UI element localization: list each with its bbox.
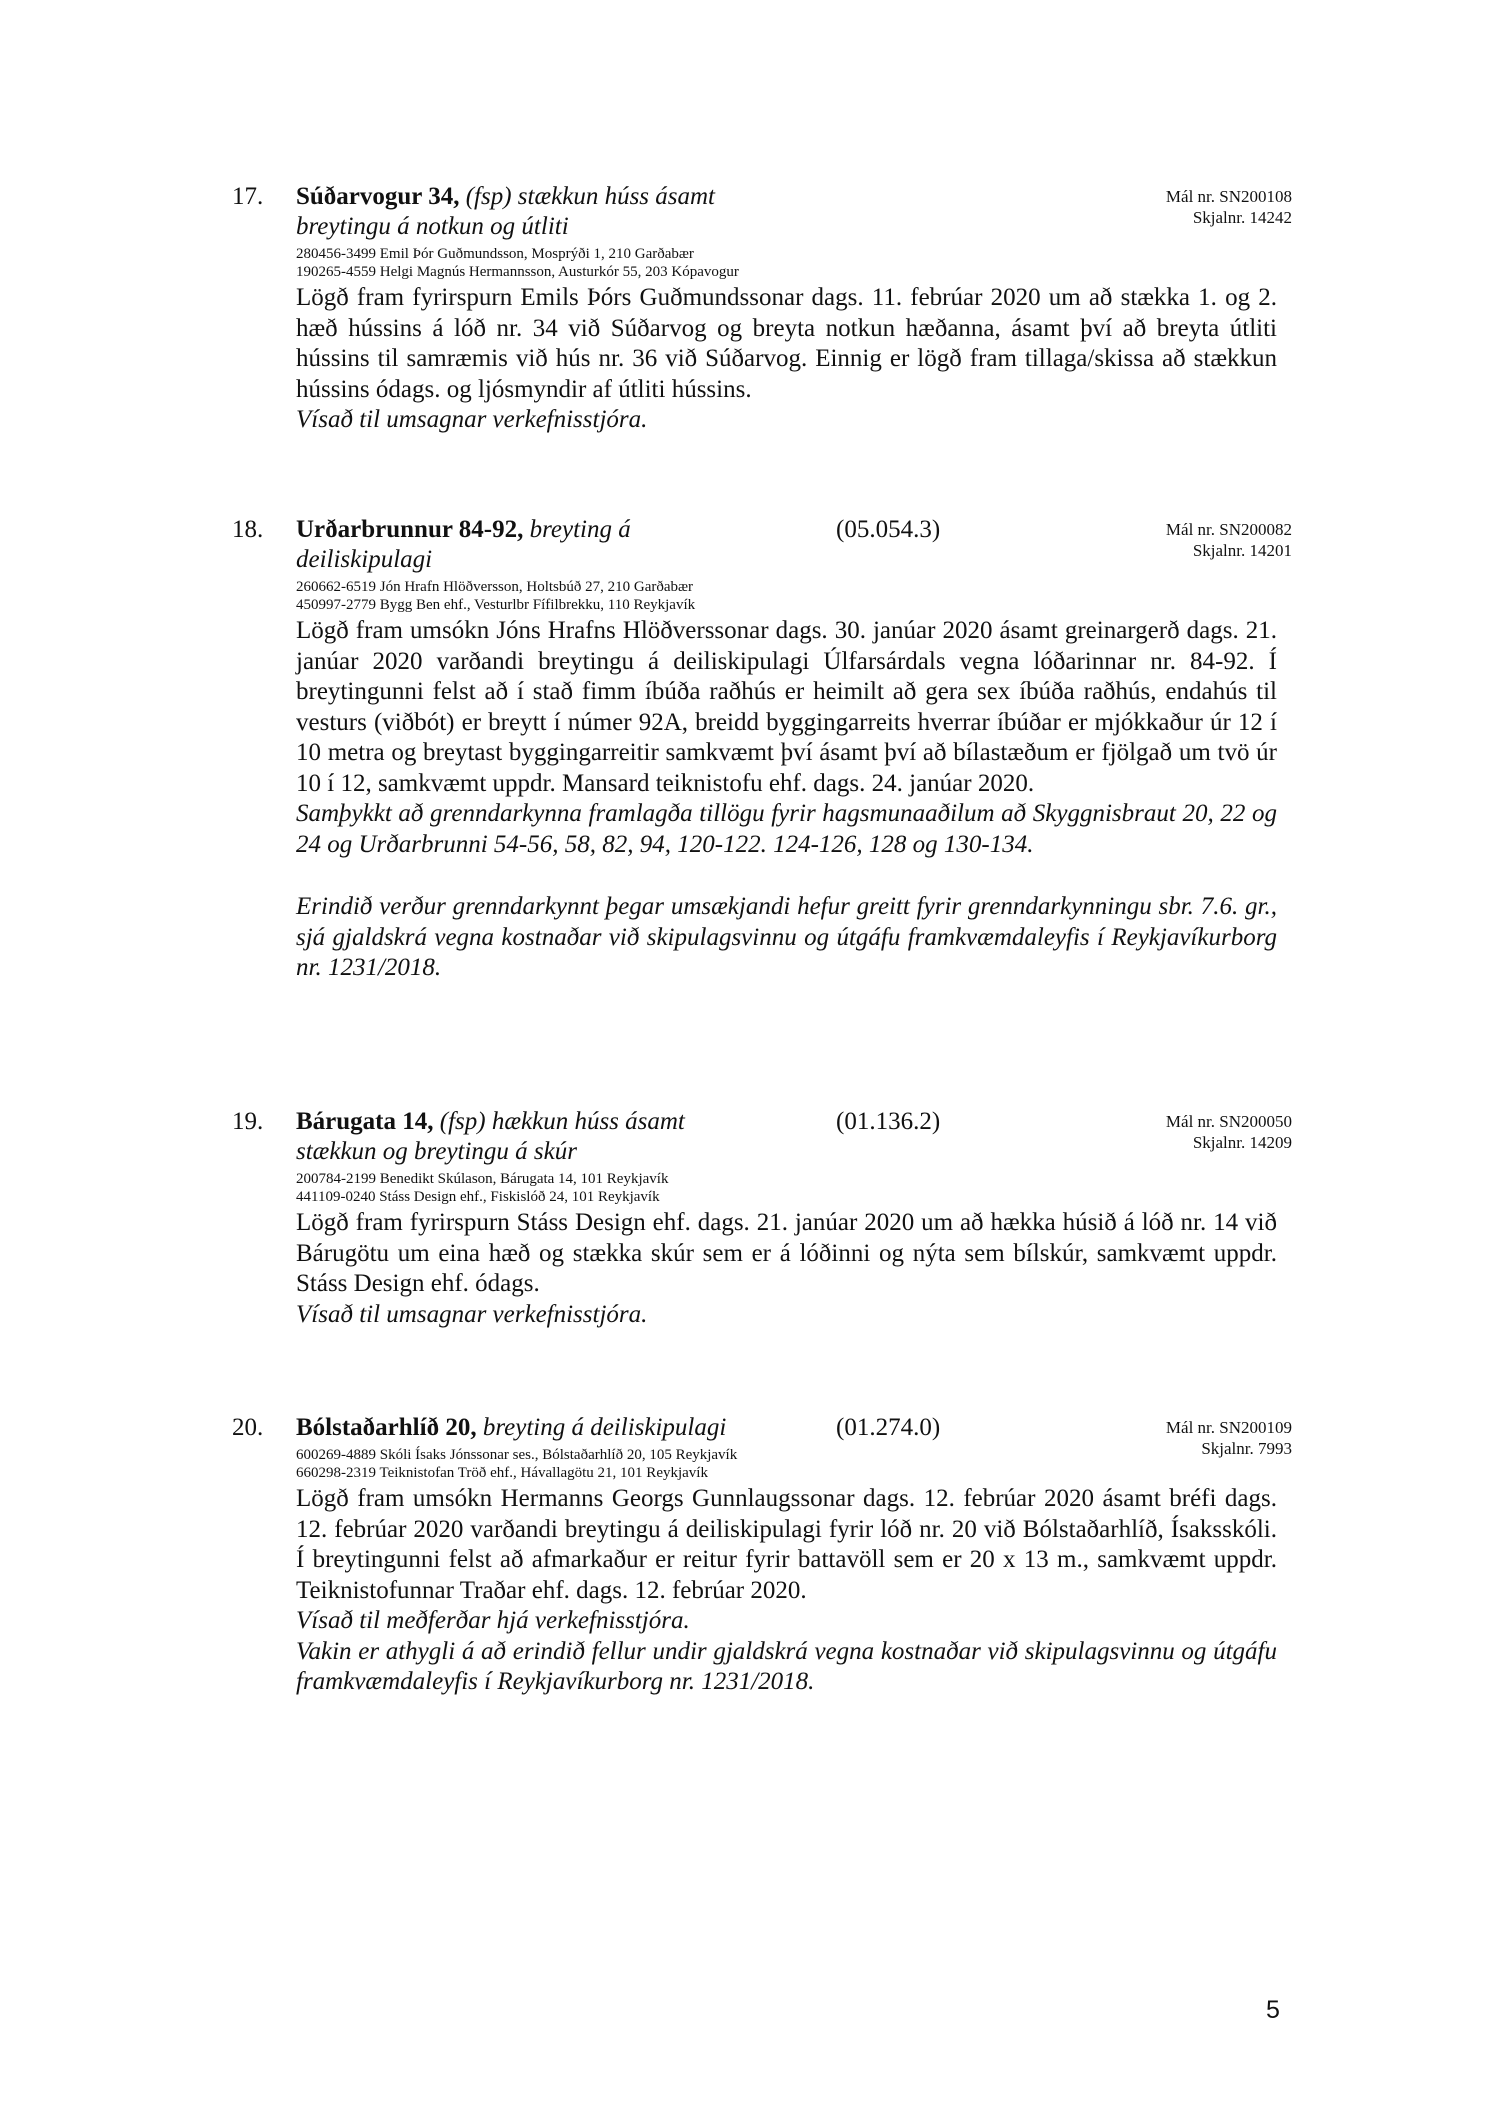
item-decision: Vísað til umsagnar verkefnisstjóra.: [296, 406, 648, 433]
applicant-list: [296, 578, 1256, 614]
agenda-item-17: [232, 182, 1292, 436]
item-description-continued: breytingu á notkun og útliti: [296, 213, 569, 240]
agenda-item-20: [232, 1413, 1292, 1698]
item-number: 18.: [232, 516, 264, 543]
item-number: 19.: [232, 1108, 264, 1135]
item-body: [296, 616, 1277, 984]
applicant-line: 450997-2779 Bygg Ben ehf., Vesturlbr Fífilbrekku, 110 Reykjavík: [296, 597, 696, 613]
applicant-line: 600269-4889 Skóli Ísaks Jónssonar ses., Bólstaðarhlíð 20, 105 Reykjavík: [296, 1447, 738, 1463]
item-description: (fsp) stækkun húss ásamt: [465, 183, 716, 210]
item-address: Súðarvogur 34,: [296, 183, 460, 210]
lot-code: (01.274.0): [836, 1414, 941, 1441]
item-number: 20.: [232, 1414, 264, 1441]
agenda-item-18: [232, 515, 1292, 984]
item-decision-note: Erindið verður grenndarkynnt þegar umsækjandi hefur greitt fyrir grenndarkynningu sbr. 7.6. gr., sjá gjaldskrá vegna kostnaðar við skipulagsvinnu og útgáfu framkvæmdaleyfis í Reykjavíkurborg nr. 1231/2018.: [296, 893, 1277, 981]
item-decision-note: Vakin er athygli á að erindið fellur undir gjaldskrá vegna kostnaðar við skipulagsvinnu og útgáfu framkvæmdaleyfis í Reykjavíkurborg nr. 1231/2018.: [296, 1637, 1277, 1695]
document-number: Skjalnr. 14242: [1192, 208, 1292, 227]
item-body: [296, 1484, 1277, 1698]
item-address: Bólstaðarhlíð 20,: [296, 1414, 477, 1441]
item-body-text: Lögð fram fyrirspurn Emils Þórs Guðmundssonar dags. 11. febrúar 2020 um að stækka 1. og 2. hæð hússins á lóð nr. 34 við Súðarvog og breyta notkun hæðanna, ásamt því að breyta útliti hússins til samræmis við hús nr. 36 við Súðarvog. Einnig er lögð fram tillaga/skissa að stækkun hússins ódags. og ljósmyndir af útliti hússins.: [296, 284, 1277, 403]
applicant-line: 200784-2199 Benedikt Skúlason, Bárugata 14, 101 Reykjavík: [296, 1171, 669, 1187]
lot-code: (01.136.2): [836, 1108, 941, 1135]
item-address: Urðarbrunnur 84-92,: [296, 516, 524, 543]
item-body-text: Lögð fram fyrirspurn Stáss Design ehf. dags. 21. janúar 2020 um að hækka húsið á lóð nr. 14 við Bárugötu um eina hæð og stækka skúr sem er á lóðinni og nýta sem bílskúr, samkvæmt uppdr. Stáss Design ehf. ódags.: [296, 1209, 1277, 1297]
applicant-list: [296, 245, 1256, 281]
item-decision: Vísað til meðferðar hjá verkefnisstjóra.: [296, 1607, 690, 1634]
applicant-line: 441109-0240 Stáss Design ehf., Fiskislóð 24, 101 Reykjavík: [296, 1189, 660, 1205]
item-number: 17.: [232, 183, 264, 210]
item-description: breyting á: [529, 516, 631, 543]
applicant-line: 260662-6519 Jón Hrafn Hlöðversson, Holtsbúð 27, 210 Garðabær: [296, 579, 694, 595]
applicant-list: [296, 1446, 1256, 1482]
item-description-continued: deiliskipulagi: [296, 546, 433, 573]
item-body-text: Lögð fram umsókn Hermanns Georgs Gunnlaugssonar dags. 12. febrúar 2020 ásamt bréfi dags. 12. febrúar 2020 varðandi breytingu á deiliskipulagi fyrir lóð nr. 20 við Bólstaðarhlíð, Ísaksskóli. Í breytingunni felst að afmarkaður er reitur fyrir battavöll sem er 20 x 13 m., samkvæmt uppdr. Teiknistofunnar Traðar ehf. dags. 12. febrúar 2020.: [296, 1485, 1277, 1604]
agenda-item-19: [232, 1107, 1292, 1330]
applicant-list: [296, 1170, 1256, 1206]
item-description-continued: stækkun og breytingu á skúr: [296, 1138, 577, 1165]
document-number: Skjalnr. 14201: [1192, 541, 1292, 560]
item-address: Bárugata 14,: [296, 1108, 434, 1135]
item-body: [296, 1208, 1277, 1330]
case-number: Mál nr. SN200108: [1165, 187, 1292, 206]
case-number: Mál nr. SN200050: [1165, 1112, 1292, 1131]
applicant-line: 660298-2319 Teiknistofan Tröð ehf., Hávallagötu 21, 101 Reykjavík: [296, 1465, 708, 1481]
item-heading: [296, 182, 1096, 242]
item-description: (fsp) hækkun húss ásamt: [439, 1108, 685, 1135]
page-number: 5: [1266, 1996, 1280, 2024]
item-heading: [296, 1107, 1096, 1167]
lot-code: (05.054.3): [836, 516, 941, 543]
applicant-line: 280456-3499 Emil Þór Guðmundsson, Mosprýði 1, 210 Garðabær: [296, 246, 694, 262]
item-body: [296, 283, 1277, 436]
document-number: Skjalnr. 7993: [1201, 1439, 1292, 1458]
item-heading: [296, 515, 1096, 575]
item-decision: Samþykkt að grenndarkynna framlagða tillögu fyrir hagsmunaaðilum að Skyggnisbraut 20, 22 og 24 og Urðarbrunni 54-56, 58, 82, 94, 120-122. 124-126, 128 og 130-134.: [296, 800, 1277, 858]
case-number: Mál nr. SN200109: [1165, 1418, 1292, 1437]
applicant-line: 190265-4559 Helgi Magnús Hermannsson, Austurkór 55, 203 Kópavogur: [296, 264, 739, 280]
item-description: breyting á deiliskipulagi: [482, 1414, 727, 1441]
item-heading: [296, 1413, 1096, 1443]
item-decision: Vísað til umsagnar verkefnisstjóra.: [296, 1300, 648, 1328]
document-number: Skjalnr. 14209: [1192, 1133, 1292, 1152]
case-number: Mál nr. SN200082: [1165, 520, 1292, 539]
item-body-text: Lögð fram umsókn Jóns Hrafns Hlöðverssonar dags. 30. janúar 2020 ásamt greinargerð dags. 21. janúar 2020 varðandi breytingu á deiliskipulagi Úlfarsárdals vegna lóðarinnar nr. 84-92. Í breytingunni felst að í stað fimm íbúða raðhús er heimilt að gera sex íbúða raðhús, endahús til vesturs (viðbót) er breytt í númer 92A, breidd byggingarreits hverrar íbúðar er mjókkaður úr 12 í 10 metra og breytast byggingarreitir samkvæmt því ásamt því að bílastæðum er fjölgað um tvö úr 10 í 12, samkvæmt uppdr. Mansard teiknistofu ehf. dags. 24. janúar 2020.: [296, 617, 1277, 797]
